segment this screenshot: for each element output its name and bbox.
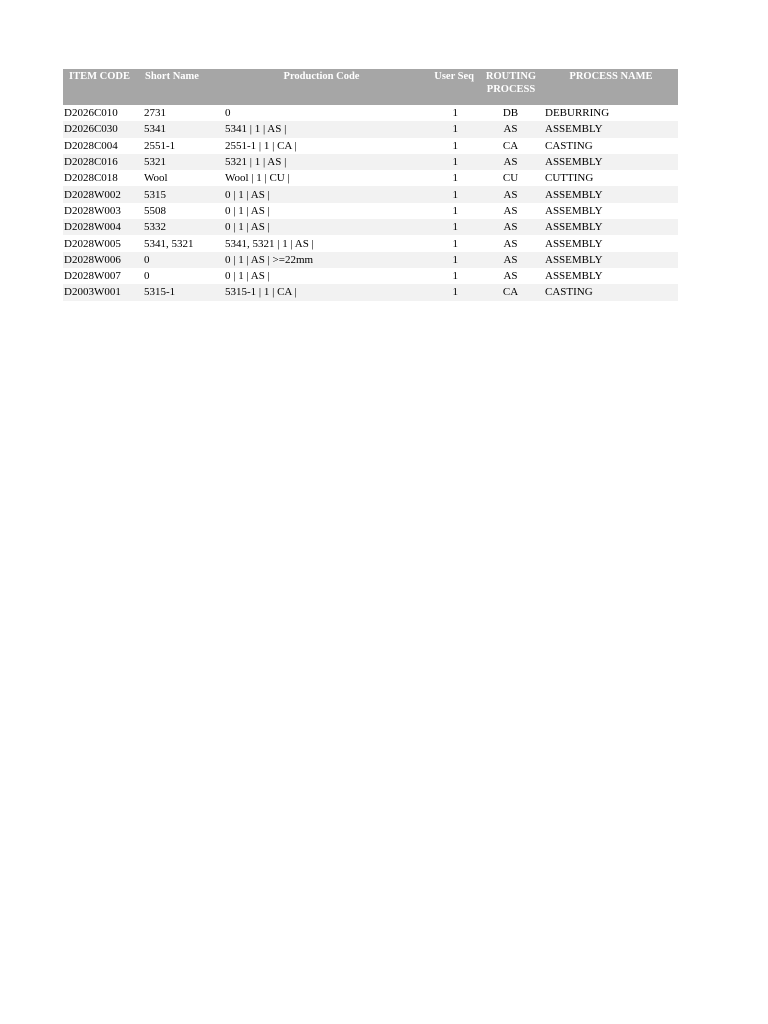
cell-production-code: 2551-1 | 1 | CA |: [225, 139, 297, 152]
cell-process-name: ASSEMBLY: [545, 204, 603, 217]
cell-production-code: 0 | 1 | AS |: [225, 270, 270, 283]
cell-process-name: ASSEMBLY: [545, 237, 603, 250]
cell-user-seq: 1: [419, 252, 478, 268]
cell-user-seq: 1: [419, 219, 478, 235]
cell-user-seq: 1: [452, 204, 458, 217]
cell-production-code: 0 | 1 | AS | >=22mm: [224, 252, 419, 268]
cell-short-name: 5321: [143, 154, 224, 170]
table-row: [63, 268, 678, 284]
cell-short-name: 2731: [144, 107, 166, 120]
cell-production-code: 5315-1 | 1 | CA |: [224, 284, 419, 300]
header-short-name: Short Name: [143, 69, 224, 105]
cell-process-name: ASSEMBLY: [545, 270, 603, 283]
table-row: [63, 235, 678, 251]
cell-routing-process: AS: [478, 219, 544, 235]
table-row: [63, 154, 678, 170]
cell-routing-process: DB: [502, 107, 519, 120]
cell-short-name: 5315-1: [143, 284, 224, 300]
cell-user-seq: 1: [419, 284, 478, 300]
cell-routing-process: AS: [478, 121, 544, 137]
table-row: [63, 252, 678, 268]
cell-production-code: 0: [225, 107, 231, 120]
cell-routing-process: CU: [502, 172, 519, 185]
cell-routing-process: AS: [503, 270, 518, 283]
cell-item-code: D2026C010: [64, 107, 118, 120]
cell-item-code: D2028W006: [63, 252, 143, 268]
cell-user-seq: 1: [419, 186, 478, 202]
header-user-seq: User Seq: [419, 69, 478, 105]
header-routing-process-line2: PROCESS: [486, 84, 536, 95]
cell-production-code: 5341 | 1 | AS |: [224, 121, 419, 137]
cell-user-seq: 1: [419, 121, 478, 137]
cell-process-name: ASSEMBLY: [544, 121, 678, 137]
header-production-code: Production Code: [224, 69, 419, 105]
cell-process-name: CUTTING: [545, 172, 594, 185]
cell-user-seq: 1: [452, 172, 458, 185]
cell-item-code: D2003W001: [63, 284, 143, 300]
cell-production-code: Wool | 1 | CU |: [225, 172, 290, 185]
cell-item-code: D2028C004: [64, 139, 118, 152]
cell-process-name: CASTING: [545, 139, 593, 152]
cell-user-seq: 1: [452, 270, 458, 283]
table-header: [63, 69, 678, 105]
cell-short-name: 2551-1: [144, 139, 176, 152]
cell-routing-process: AS: [503, 204, 518, 217]
header-routing-process: [478, 69, 544, 105]
cell-item-code: D2028W004: [63, 219, 143, 235]
cell-short-name: 0: [143, 252, 224, 268]
cell-routing-process: AS: [478, 252, 544, 268]
header-item-code: ITEM CODE: [63, 69, 143, 105]
header-process-name: PROCESS NAME: [544, 69, 678, 105]
table-row: [63, 138, 678, 154]
cell-process-name: ASSEMBLY: [544, 186, 678, 202]
table-row: [63, 186, 678, 202]
cell-production-code: 5341, 5321 | 1 | AS |: [225, 237, 314, 250]
cell-routing-process: CA: [502, 139, 519, 152]
cell-process-name: ASSEMBLY: [544, 154, 678, 170]
cell-routing-process: AS: [478, 186, 544, 202]
cell-item-code: D2028W002: [63, 186, 143, 202]
cell-production-code: 0 | 1 | AS |: [224, 219, 419, 235]
cell-production-code: 5321 | 1 | AS |: [224, 154, 419, 170]
cell-routing-process: AS: [503, 237, 518, 250]
table-row: [63, 219, 678, 235]
table-body: [63, 105, 678, 301]
cell-short-name: 5332: [143, 219, 224, 235]
cell-routing-process: AS: [478, 154, 544, 170]
cell-routing-process: CA: [478, 284, 544, 300]
cell-user-seq: 1: [452, 237, 458, 250]
table-row: [63, 203, 678, 219]
cell-item-code: D2028C016: [63, 154, 143, 170]
cell-short-name: 5315: [143, 186, 224, 202]
cell-item-code: D2028W005: [64, 237, 121, 250]
header-row: [63, 69, 678, 105]
cell-production-code: 0 | 1 | AS |: [225, 204, 270, 217]
table-row: [63, 284, 678, 300]
cell-process-name: DEBURRING: [545, 107, 610, 120]
cell-short-name: 5508: [144, 204, 166, 217]
cell-item-code: D2028C018: [64, 172, 118, 185]
cell-short-name: 5341: [143, 121, 224, 137]
header-routing-process-line1: ROUTING: [485, 71, 537, 82]
cell-user-seq: 1: [419, 154, 478, 170]
cell-short-name: 5341, 5321: [144, 237, 194, 250]
table-row: [63, 170, 678, 186]
cell-process-name: ASSEMBLY: [544, 252, 678, 268]
cell-process-name: CASTING: [544, 284, 678, 300]
table-row: [63, 121, 678, 137]
cell-short-name: 0: [144, 270, 150, 283]
cell-item-code: D2028W003: [64, 204, 121, 217]
cell-user-seq: 1: [452, 107, 458, 120]
cell-production-code: 0 | 1 | AS |: [224, 186, 419, 202]
cell-short-name: Wool: [144, 172, 168, 185]
process-routing-table: [63, 69, 678, 301]
cell-item-code: D2026C030: [63, 121, 143, 137]
table-row: [63, 105, 678, 121]
cell-item-code: D2028W007: [64, 270, 121, 283]
cell-process-name: ASSEMBLY: [544, 219, 678, 235]
cell-user-seq: 1: [452, 139, 458, 152]
